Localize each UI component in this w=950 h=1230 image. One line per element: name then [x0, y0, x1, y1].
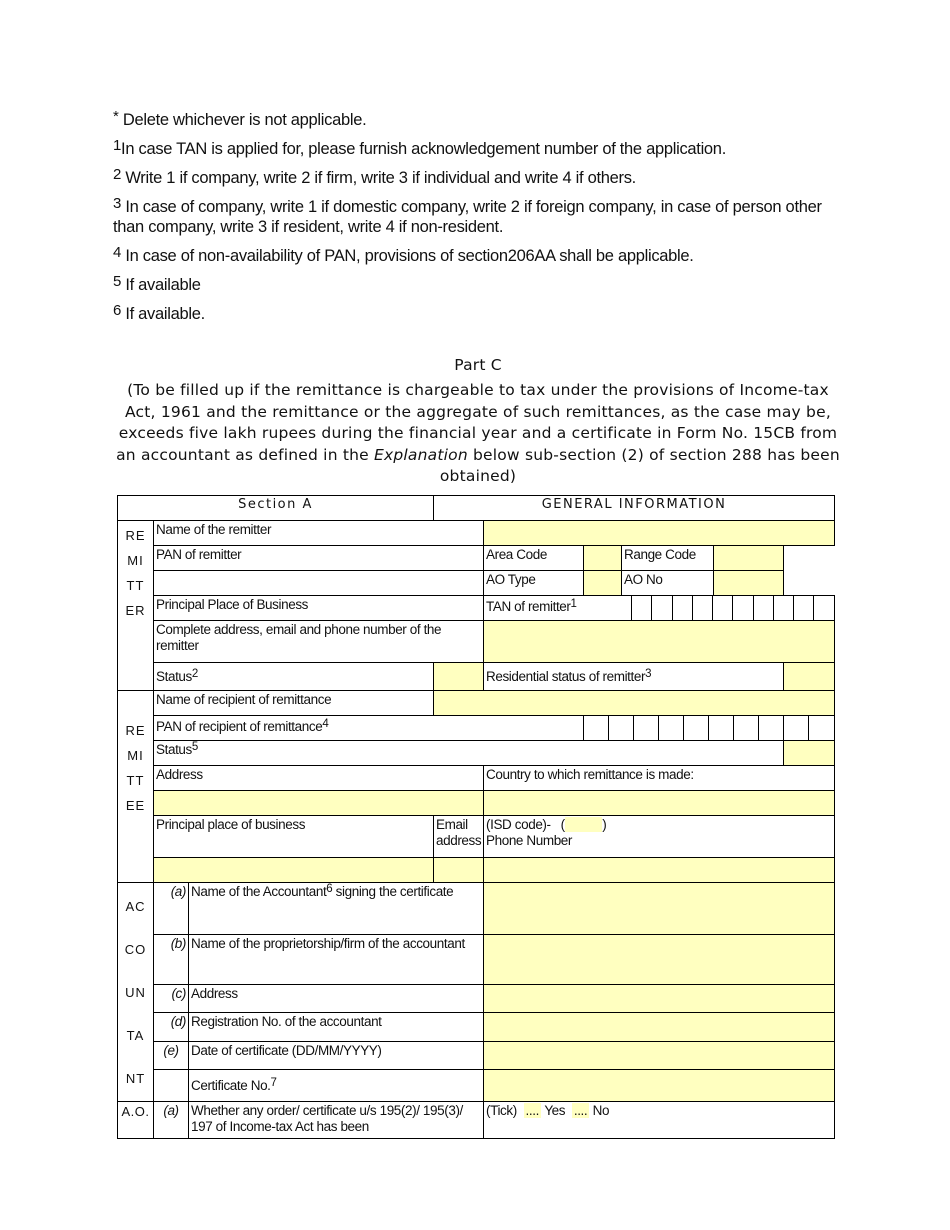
footnote-text: In case of company, write 1 if domestic company, write 2 if foreign company, in case of person other than company, write 3 if resident, write 4 if non-resident. — [113, 198, 822, 236]
footnote-5 — [113, 275, 843, 295]
accountant-blank-cell — [154, 1070, 189, 1102]
footnotes — [113, 110, 843, 333]
residential-status-label — [484, 663, 784, 691]
remitter-status-field[interactable] — [434, 663, 484, 691]
side-label-part: MI — [127, 553, 144, 568]
certificate-no-text: Certificate No. — [191, 1077, 271, 1093]
pan-box[interactable] — [609, 716, 634, 740]
isd-code-field[interactable] — [565, 817, 603, 832]
general-information-form — [117, 495, 835, 1139]
tan-box[interactable] — [794, 596, 814, 620]
tan-box[interactable] — [733, 596, 753, 620]
accountant-e-label: (e) — [154, 1041, 189, 1070]
footnote-mark: 4 — [113, 244, 122, 261]
recipient-address-field[interactable] — [154, 791, 484, 816]
tan-label-text: TAN of remitter — [486, 599, 571, 614]
side-label-part: CO — [124, 942, 147, 957]
part-desc-italic: Explanation — [374, 445, 468, 464]
section-label: Section A — [118, 496, 434, 521]
footnote-mark: 5 — [113, 273, 122, 290]
residential-mark: 3 — [645, 667, 652, 680]
recipient-email-label: Email address — [434, 816, 484, 858]
certificate-no-mark: 7 — [270, 1076, 277, 1089]
ao-side-label: A.O. — [118, 1102, 154, 1139]
side-spacer — [120, 693, 151, 718]
remitter-status-label — [154, 663, 434, 691]
side-label-part: RE — [125, 528, 146, 543]
accountant-address-label: Address — [189, 984, 484, 1013]
footnote-mark: * — [113, 108, 119, 125]
remittee-side-label — [118, 691, 154, 883]
ao-a-label: (a) — [154, 1102, 189, 1139]
pan-box[interactable] — [734, 716, 759, 740]
recipient-status-mark: 5 — [191, 741, 198, 753]
remitter-name-field[interactable] — [484, 521, 835, 546]
tan-box[interactable] — [773, 596, 793, 620]
certificate-no-field[interactable] — [484, 1070, 835, 1102]
accountant-a-label: (a) — [154, 883, 189, 935]
no-checkbox[interactable]: .... — [573, 1103, 588, 1118]
tan-box[interactable] — [713, 596, 733, 620]
country-label: Country to which remittance is made: — [484, 766, 835, 791]
recipient-status-label — [154, 741, 784, 766]
part-desc-text: (To be filled up if the remittance is chargeable to tax under the provisions of Income-tax Act, 1961 and the remittance or the aggregate of such remittances, as the case may be, exceeds five lakh rupees during the financial year and a certificate in Form No. 15CB from an accountant as defined in the — [116, 381, 838, 464]
remitter-address-field[interactable] — [484, 621, 835, 663]
remitter-side-label — [118, 521, 154, 691]
footnote-mark: 1 — [113, 137, 122, 154]
pan-box[interactable] — [784, 716, 809, 740]
accountant-mark: 6 — [326, 883, 333, 895]
certificate-date-label: Date of certificate (DD/MM/YYYY) — [189, 1041, 484, 1070]
accountant-firm-field[interactable] — [484, 935, 835, 984]
accountant-name-text-2: signing the certificate — [332, 884, 454, 899]
recipient-pan-mark: 4 — [322, 718, 329, 730]
footnote-2 — [113, 168, 843, 188]
footnote-text: Write 1 if company, write 2 if firm, write 3 if individual and write 4 if others. — [121, 169, 636, 187]
recipient-name-field[interactable] — [434, 691, 835, 716]
footnote-mark: 3 — [113, 195, 122, 212]
accountant-d-label: (d) — [154, 1013, 189, 1042]
part-c-header — [113, 356, 843, 488]
footnote-4 — [113, 246, 843, 266]
accountant-name-field[interactable] — [484, 883, 835, 935]
recipient-principal-place-field[interactable] — [154, 858, 434, 883]
ao-no-field[interactable] — [714, 571, 784, 596]
phone-number-text: Phone Number — [486, 833, 573, 848]
footnote-text: If available — [121, 276, 201, 294]
recipient-pan-text: PAN of recipient of remittance — [156, 719, 323, 734]
pan-box[interactable] — [809, 716, 834, 740]
part-description — [113, 380, 843, 488]
pan-box[interactable] — [684, 716, 709, 740]
accountant-firm-label: Name of the proprietorship/firm of the accountant — [189, 935, 484, 984]
certificate-no-label — [189, 1070, 484, 1102]
recipient-address-label: Address — [154, 766, 484, 791]
remitter-address-label: Complete address, email and phone number of the remitter — [154, 621, 484, 663]
remitter-principal-place-label: Principal Place of Business — [154, 596, 484, 621]
footnote-0 — [113, 110, 843, 130]
area-code-label: Area Code — [484, 546, 584, 571]
footnote-text: In case of non-availability of PAN, provisions of section206AA shall be applicable. — [121, 247, 694, 265]
recipient-name-label: Name of recipient of remittance — [154, 691, 434, 716]
tan-box[interactable] — [652, 596, 672, 620]
ao-type-label: AO Type — [484, 571, 584, 596]
remitter-name-label: Name of the remitter — [154, 521, 484, 546]
tan-row — [484, 596, 835, 621]
range-code-label: Range Code — [622, 546, 714, 571]
side-label-part: MI — [127, 748, 144, 763]
section-title: GENERAL INFORMATION — [434, 496, 835, 521]
recipient-pan-row — [154, 716, 835, 741]
accountant-b-label: (b) — [154, 935, 189, 984]
status-mark: 2 — [191, 667, 198, 680]
yes-checkbox[interactable]: .... — [525, 1103, 539, 1118]
ao-no-label: AO No — [622, 571, 714, 596]
footnote-3 — [113, 197, 843, 237]
recipient-phone-label: (ISD code)- ( ) Phone Number — [484, 816, 835, 858]
tick-label: (Tick) — [486, 1103, 517, 1118]
tan-box[interactable] — [753, 596, 773, 620]
ao-order-question: Whether any order/ certificate u/s 195(2)/ 195(3)/ 197 of Income-tax Act has been — [189, 1102, 484, 1139]
accountant-name-text: Name of the Accountant — [191, 884, 327, 899]
pan-box[interactable] — [709, 716, 734, 740]
remitter-pan-field[interactable] — [154, 571, 484, 596]
tan-box[interactable] — [814, 596, 834, 620]
side-label-part: TT — [126, 773, 145, 788]
area-code-field[interactable] — [584, 546, 622, 571]
side-label-part: TT — [126, 578, 145, 593]
tan-grid — [484, 596, 834, 620]
tan-box[interactable] — [672, 596, 692, 620]
side-label-part: RE — [125, 723, 146, 738]
country-field[interactable] — [484, 791, 835, 816]
pan-box[interactable] — [584, 716, 609, 740]
recipient-pan-label — [154, 716, 584, 740]
recipient-status-field[interactable] — [784, 741, 835, 766]
remitter-pan-label: PAN of remitter — [154, 546, 484, 571]
side-label-part: UN — [125, 985, 146, 1000]
recipient-pan-grid — [154, 716, 834, 740]
yes-label: Yes — [544, 1103, 566, 1118]
footnote-mark: 6 — [113, 302, 122, 319]
ao-type-field[interactable] — [584, 571, 622, 596]
part-title: Part C — [454, 356, 502, 374]
status-label-text: Status — [156, 668, 192, 684]
pan-box[interactable] — [634, 716, 659, 740]
registration-no-label: Registration No. of the accountant — [189, 1013, 484, 1042]
recipient-email-field[interactable] — [434, 858, 484, 883]
certificate-date-field[interactable] — [484, 1041, 835, 1070]
residential-label-text: Residential status of remitter — [486, 668, 646, 684]
accountant-c-label: (c) — [154, 984, 189, 1013]
side-label-part: EE — [125, 798, 146, 813]
side-label-part: NT — [125, 1071, 146, 1086]
part-desc-text-2: below sub-section (2) of section 288 has been obtained) — [439, 445, 840, 485]
accountant-side-label — [118, 883, 154, 1102]
footnote-text: Delete whichever is not applicable. — [118, 111, 367, 129]
ao-order-answer — [484, 1102, 835, 1139]
side-label-part: AC — [125, 899, 146, 914]
footnote-text: In case TAN is applied for, please furnish acknowledgement number of the application. — [121, 140, 726, 158]
footnote-1 — [113, 139, 843, 159]
footnote-mark: 2 — [113, 166, 122, 183]
accountant-address-field[interactable] — [484, 984, 835, 1013]
accountant-name-label — [189, 883, 484, 935]
registration-no-field[interactable] — [484, 1013, 835, 1042]
tan-box[interactable] — [632, 596, 652, 620]
pan-box[interactable] — [759, 716, 784, 740]
pan-box[interactable] — [659, 716, 684, 740]
side-label-part: TA — [126, 1028, 145, 1043]
recipient-status-text: Status — [156, 742, 192, 757]
recipient-principal-place-label: Principal place of business — [154, 816, 434, 858]
residential-status-field[interactable] — [784, 663, 835, 691]
tan-label — [484, 596, 632, 620]
footnote-6 — [113, 304, 843, 324]
no-label: No — [592, 1103, 610, 1118]
recipient-phone-field[interactable] — [484, 858, 835, 883]
footnote-text: If available. — [121, 305, 205, 323]
range-code-field[interactable] — [714, 546, 784, 571]
tan-mark: 1 — [570, 598, 577, 610]
isd-prefix: (ISD code)- — [486, 817, 551, 832]
tan-box[interactable] — [692, 596, 712, 620]
side-label-part: ER — [125, 603, 146, 618]
